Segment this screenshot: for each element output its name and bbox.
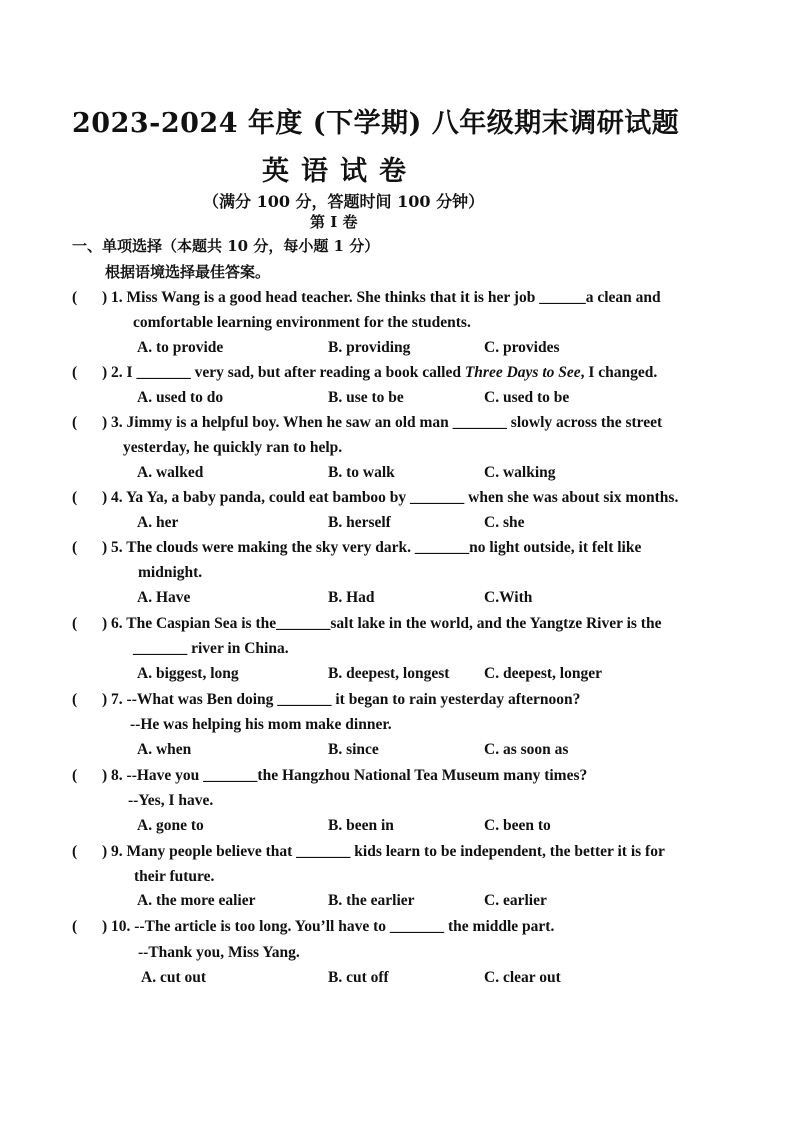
option-a: A. her: [137, 514, 179, 531]
section-title: 一、单项选择（本题共 10 分，每小题 1 分）: [72, 237, 380, 255]
option-c: C. earlier: [484, 892, 547, 909]
exam-subtitle: 英语试卷: [262, 156, 418, 187]
question-stem-cont: their future.: [134, 868, 215, 885]
option-c: C. been to: [484, 817, 551, 834]
option-b: B. cut off: [328, 969, 389, 986]
question-stem-cont: --Thank you, Miss Yang.: [138, 944, 300, 961]
option-b: B. deepest, longest: [328, 665, 450, 682]
option-c: C.With: [484, 589, 533, 606]
question-stem: ) 8. --Have you _______the Hangzhou National Tea Museum many times?: [102, 767, 588, 784]
answer-paren: (: [72, 918, 78, 935]
option-a: A. the more ealier: [137, 892, 256, 909]
answer-paren: (: [72, 539, 78, 556]
question-stem: ) 1. Miss Wang is a good head teacher. She thinks that it is her job ______a clean and: [102, 289, 661, 306]
answer-paren: (: [72, 843, 78, 860]
question-stem: ) 10. --The article is too long. You’ll have to _______ the middle part.: [102, 918, 555, 935]
question-stem: ) 6. The Caspian Sea is the_______salt lake in the world, and the Yangtze River is the: [102, 615, 662, 632]
question-stem: [102, 363, 657, 383]
answer-paren: (: [72, 414, 78, 431]
option-c: C. deepest, longer: [484, 665, 602, 682]
option-a: A. to provide: [137, 339, 224, 356]
option-a: A. walked: [137, 464, 204, 481]
question-stem-cont: yesterday, he quickly ran to help.: [123, 439, 343, 456]
option-a: A. when: [137, 741, 192, 758]
option-b: B. herself: [328, 514, 391, 531]
part-label: 第 I 卷: [310, 213, 358, 231]
option-b: B. been in: [328, 817, 394, 834]
answer-paren: (: [72, 289, 78, 306]
question-stem-cont: --Yes, I have.: [128, 792, 214, 809]
question-stem: ) 7. --What was Ben doing _______ it began to rain yesterday afternoon?: [102, 691, 581, 708]
score-time-note: （满分 100 分，答题时间 100 分钟）: [203, 192, 485, 211]
answer-paren: (: [72, 767, 78, 784]
question-stem: ) 9. Many people believe that _______ kids learn to be independent, the better it is for: [102, 843, 665, 860]
option-b: B. use to be: [328, 389, 404, 406]
answer-paren: (: [72, 364, 78, 381]
question-stem-cont: comfortable learning environment for the students.: [133, 314, 471, 331]
option-b: B. since: [328, 741, 379, 758]
answer-paren: (: [72, 489, 78, 506]
section-instruction: 根据语境选择最佳答案。: [105, 263, 271, 281]
stem-text: ) 2. I _______ very sad, but after reading a book called: [102, 364, 465, 381]
question-stem-cont: _______ river in China.: [133, 640, 289, 657]
answer-paren: (: [72, 615, 78, 632]
option-b: B. providing: [328, 339, 411, 356]
answer-paren: (: [72, 691, 78, 708]
option-c: C. clear out: [484, 969, 561, 986]
question-stem: ) 5. The clouds were making the sky very dark. _______no light outside, it felt like: [102, 539, 642, 556]
option-b: B. Had: [328, 589, 375, 606]
stem-text: , I changed.: [580, 364, 658, 381]
option-c: C. provides: [484, 339, 560, 356]
option-b: B. the earlier: [328, 892, 415, 909]
question-stem: ) 3. Jimmy is a helpful boy. When he saw an old man _______ slowly across the street: [102, 414, 663, 431]
question-stem: ) 4. Ya Ya, a baby panda, could eat bamboo by _______ when she was about six months.: [102, 489, 679, 506]
option-a: A. gone to: [137, 817, 204, 834]
option-a: A. cut out: [141, 969, 207, 986]
option-b: B. to walk: [328, 464, 395, 481]
exam-title: 2023-2024 年度 (下学期) 八年级期末调研试题: [72, 108, 680, 139]
option-a: A. used to do: [137, 389, 224, 406]
option-a: A. Have: [137, 589, 191, 606]
book-title: Three Days to See: [464, 364, 581, 381]
option-c: C. walking: [484, 464, 556, 481]
question-stem-cont: midnight.: [138, 564, 203, 581]
option-c: C. used to be: [484, 389, 570, 406]
question-stem-cont: --He was helping his mom make dinner.: [130, 716, 392, 733]
option-a: A. biggest, long: [137, 665, 239, 682]
option-c: C. she: [484, 514, 525, 531]
option-c: C. as soon as: [484, 741, 569, 758]
